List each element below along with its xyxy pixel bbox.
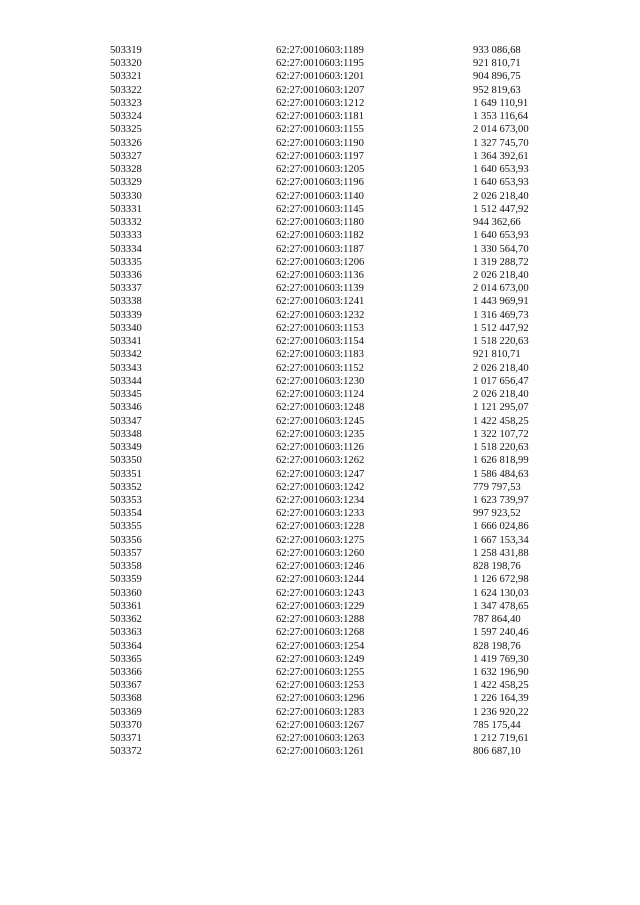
record-number-cell: 503347 <box>110 415 142 427</box>
table-row <box>110 348 593 361</box>
record-number-cell: 503323 <box>110 97 142 109</box>
table-row <box>110 481 593 494</box>
table-row <box>110 494 593 507</box>
record-number-cell: 503372 <box>110 746 142 758</box>
table-row <box>110 560 593 573</box>
record-number-cell: 503371 <box>110 733 142 745</box>
record-number-cell: 503319 <box>110 45 142 56</box>
record-number-cell: 503345 <box>110 389 142 401</box>
value-cell: 1 226 164,39 <box>473 693 529 705</box>
record-number-cell: 503336 <box>110 269 142 281</box>
table-row <box>110 163 593 176</box>
value-cell: 1 640 653,93 <box>473 164 529 176</box>
value-cell: 1 640 653,93 <box>473 230 529 242</box>
value-cell: 1 443 969,91 <box>473 296 529 308</box>
value-cell: 1 518 220,63 <box>473 442 529 454</box>
record-number-cell: 503369 <box>110 706 142 718</box>
value-cell: 1 322 107,72 <box>473 428 529 440</box>
cadastral-number-cell: 62:27:0010603:1260 <box>276 547 365 559</box>
cadastral-number-cell: 62:27:0010603:1233 <box>276 508 365 520</box>
value-cell: 952 819,63 <box>473 84 521 96</box>
table-row <box>110 454 593 467</box>
value-cell: 1 649 110,91 <box>473 97 529 109</box>
table-row <box>110 295 593 308</box>
record-number-cell: 503340 <box>110 322 142 334</box>
value-cell: 1 347 478,65 <box>473 600 529 612</box>
cadastral-number-cell: 62:27:0010603:1246 <box>276 561 365 573</box>
table-row <box>110 428 593 441</box>
cadastral-number-cell: 62:27:0010603:1206 <box>276 256 365 268</box>
table-row <box>110 666 593 679</box>
record-number-cell: 503337 <box>110 283 142 295</box>
cadastral-number-cell: 62:27:0010603:1205 <box>276 164 365 176</box>
value-cell: 1 330 564,70 <box>473 243 529 255</box>
value-cell: 921 810,71 <box>473 58 521 70</box>
record-number-cell: 503365 <box>110 653 142 665</box>
value-cell: 1 258 431,88 <box>473 547 529 559</box>
cadastral-number-cell: 62:27:0010603:1189 <box>276 45 364 56</box>
record-number-cell: 503361 <box>110 600 142 612</box>
cadastral-number-cell: 62:27:0010603:1136 <box>276 269 364 281</box>
record-number-cell: 503356 <box>110 534 142 546</box>
cadastral-number-cell: 62:27:0010603:1296 <box>276 693 365 705</box>
value-cell: 2 026 218,40 <box>473 190 529 202</box>
table-row <box>110 269 593 282</box>
record-number-cell: 503353 <box>110 494 142 506</box>
cadastral-number-cell: 62:27:0010603:1267 <box>276 719 365 731</box>
cadastral-number-cell: 62:27:0010603:1180 <box>276 217 364 229</box>
table-row <box>110 335 593 348</box>
table-row <box>110 243 593 256</box>
cadastral-number-cell: 62:27:0010603:1183 <box>276 349 364 361</box>
value-cell: 2 026 218,40 <box>473 269 529 281</box>
table-row <box>110 150 593 163</box>
record-number-cell: 503358 <box>110 561 142 573</box>
table-row <box>110 441 593 454</box>
table-row <box>110 229 593 242</box>
cadastral-number-cell: 62:27:0010603:1139 <box>276 283 364 295</box>
value-cell: 1 017 656,47 <box>473 375 529 387</box>
registry-table-body <box>110 44 593 759</box>
cadastral-number-cell: 62:27:0010603:1243 <box>276 587 365 599</box>
record-number-cell: 503320 <box>110 58 142 70</box>
cadastral-number-cell: 62:27:0010603:1261 <box>276 746 365 758</box>
value-cell: 1 212 719,61 <box>473 733 529 745</box>
cadastral-number-cell: 62:27:0010603:1242 <box>276 481 365 493</box>
value-cell: 1 316 469,73 <box>473 309 529 321</box>
table-row <box>110 692 593 705</box>
value-cell: 1 422 458,25 <box>473 680 529 692</box>
table-row <box>110 97 593 110</box>
record-number-cell: 503359 <box>110 574 142 586</box>
table-row <box>110 256 593 269</box>
value-cell: 1 419 769,30 <box>473 653 529 665</box>
cadastral-number-cell: 62:27:0010603:1232 <box>276 309 365 321</box>
cadastral-number-cell: 62:27:0010603:1182 <box>276 230 364 242</box>
table-row <box>110 520 593 533</box>
record-number-cell: 503354 <box>110 508 142 520</box>
cadastral-number-cell: 62:27:0010603:1197 <box>276 150 364 162</box>
table-row <box>110 468 593 481</box>
cadastral-number-cell: 62:27:0010603:1235 <box>276 428 365 440</box>
record-number-cell: 503360 <box>110 587 142 599</box>
record-number-cell: 503344 <box>110 375 142 387</box>
record-number-cell: 503362 <box>110 614 142 626</box>
cadastral-number-cell: 62:27:0010603:1154 <box>276 336 364 348</box>
cadastral-number-cell: 62:27:0010603:1126 <box>276 442 364 454</box>
record-number-cell: 503357 <box>110 547 142 559</box>
table-row <box>110 640 593 653</box>
cadastral-number-cell: 62:27:0010603:1241 <box>276 296 365 308</box>
value-cell: 1 597 240,46 <box>473 627 529 639</box>
record-number-cell: 503363 <box>110 627 142 639</box>
cadastral-number-cell: 62:27:0010603:1155 <box>276 124 364 136</box>
cadastral-number-cell: 62:27:0010603:1247 <box>276 468 365 480</box>
table-row <box>110 653 593 666</box>
table-row <box>110 123 593 136</box>
value-cell: 1 327 745,70 <box>473 137 529 149</box>
record-number-cell: 503370 <box>110 719 142 731</box>
table-row <box>110 216 593 229</box>
table-row <box>110 57 593 70</box>
record-number-cell: 503329 <box>110 177 142 189</box>
value-cell: 921 810,71 <box>473 349 521 361</box>
cadastral-number-cell: 62:27:0010603:1268 <box>276 627 365 639</box>
table-row <box>110 719 593 732</box>
table-row <box>110 70 593 83</box>
value-cell: 1 640 653,93 <box>473 177 529 189</box>
table-row <box>110 600 593 613</box>
record-number-cell: 503367 <box>110 680 142 692</box>
table-row <box>110 388 593 401</box>
record-number-cell: 503321 <box>110 71 142 83</box>
value-cell: 1 422 458,25 <box>473 415 529 427</box>
value-cell: 828 198,76 <box>473 640 521 652</box>
record-number-cell: 503342 <box>110 349 142 361</box>
record-number-cell: 503324 <box>110 111 142 123</box>
value-cell: 933 086,68 <box>473 45 521 56</box>
value-cell: 828 198,76 <box>473 561 521 573</box>
cadastral-number-cell: 62:27:0010603:1254 <box>276 640 365 652</box>
table-row <box>110 679 593 692</box>
table-row <box>110 84 593 97</box>
value-cell: 1 626 818,99 <box>473 455 529 467</box>
cadastral-number-cell: 62:27:0010603:1275 <box>276 534 365 546</box>
value-cell: 2 026 218,40 <box>473 389 529 401</box>
value-cell: 2 026 218,40 <box>473 362 529 374</box>
cadastral-number-cell: 62:27:0010603:1230 <box>276 375 365 387</box>
record-number-cell: 503332 <box>110 217 142 229</box>
record-number-cell: 503331 <box>110 203 142 215</box>
cadastral-number-cell: 62:27:0010603:1245 <box>276 415 365 427</box>
cadastral-number-cell: 62:27:0010603:1244 <box>276 574 365 586</box>
record-number-cell: 503341 <box>110 336 142 348</box>
table-row <box>110 190 593 203</box>
cadastral-number-cell: 62:27:0010603:1153 <box>276 322 364 334</box>
value-cell: 1 666 024,86 <box>473 521 529 533</box>
table-row <box>110 732 593 745</box>
cadastral-number-cell: 62:27:0010603:1228 <box>276 521 365 533</box>
value-cell: 1 364 392,61 <box>473 150 529 162</box>
table-row <box>110 573 593 586</box>
table-row <box>110 137 593 150</box>
cadastral-number-cell: 62:27:0010603:1255 <box>276 667 365 679</box>
record-number-cell: 503333 <box>110 230 142 242</box>
table-row <box>110 745 593 758</box>
record-number-cell: 503322 <box>110 84 142 96</box>
value-cell: 1 319 288,72 <box>473 256 529 268</box>
record-number-cell: 503338 <box>110 296 142 308</box>
value-cell: 1 624 130,03 <box>473 587 529 599</box>
cadastral-number-cell: 62:27:0010603:1253 <box>276 680 365 692</box>
record-number-cell: 503330 <box>110 190 142 202</box>
value-cell: 944 362,66 <box>473 217 521 229</box>
cadastral-number-cell: 62:27:0010603:1152 <box>276 362 364 374</box>
cadastral-number-cell: 62:27:0010603:1288 <box>276 614 365 626</box>
table-row <box>110 44 593 57</box>
cadastral-number-cell: 62:27:0010603:1234 <box>276 494 365 506</box>
value-cell: 1 126 672,98 <box>473 574 529 586</box>
cadastral-number-cell: 62:27:0010603:1249 <box>276 653 365 665</box>
value-cell: 1 586 484,63 <box>473 468 529 480</box>
record-number-cell: 503348 <box>110 428 142 440</box>
cadastral-number-cell: 62:27:0010603:1195 <box>276 58 364 70</box>
cadastral-number-cell: 62:27:0010603:1190 <box>276 137 364 149</box>
value-cell: 1 512 447,92 <box>473 322 529 334</box>
value-cell: 779 797,53 <box>473 481 521 493</box>
record-number-cell: 503327 <box>110 150 142 162</box>
cadastral-number-cell: 62:27:0010603:1124 <box>276 389 364 401</box>
record-number-cell: 503346 <box>110 402 142 414</box>
table-row <box>110 626 593 639</box>
table-row <box>110 706 593 719</box>
cadastral-number-cell: 62:27:0010603:1262 <box>276 455 365 467</box>
cadastral-number-cell: 62:27:0010603:1201 <box>276 71 365 83</box>
record-number-cell: 503364 <box>110 640 142 652</box>
table-row <box>110 534 593 547</box>
record-number-cell: 503326 <box>110 137 142 149</box>
table-row <box>110 401 593 414</box>
record-number-cell: 503351 <box>110 468 142 480</box>
value-cell: 1 518 220,63 <box>473 336 529 348</box>
value-cell: 1 236 920,22 <box>473 706 529 718</box>
value-cell: 806 687,10 <box>473 746 521 758</box>
table-row <box>110 613 593 626</box>
table-row <box>110 176 593 189</box>
table-row <box>110 203 593 216</box>
table-row <box>110 110 593 123</box>
cadastral-number-cell: 62:27:0010603:1212 <box>276 97 365 109</box>
table-row <box>110 362 593 375</box>
record-number-cell: 503339 <box>110 309 142 321</box>
value-cell: 997 923,52 <box>473 508 521 520</box>
record-number-cell: 503334 <box>110 243 142 255</box>
value-cell: 1 623 739,97 <box>473 494 529 506</box>
table-row <box>110 375 593 388</box>
cadastral-number-cell: 62:27:0010603:1145 <box>276 203 364 215</box>
value-cell: 1 353 116,64 <box>473 111 529 123</box>
record-number-cell: 503352 <box>110 481 142 493</box>
record-number-cell: 503366 <box>110 667 142 679</box>
cadastral-number-cell: 62:27:0010603:1248 <box>276 402 365 414</box>
table-row <box>110 309 593 322</box>
cadastral-number-cell: 62:27:0010603:1207 <box>276 84 365 96</box>
table-row <box>110 507 593 520</box>
value-cell: 1 512 447,92 <box>473 203 529 215</box>
record-number-cell: 503335 <box>110 256 142 268</box>
value-cell: 785 175,44 <box>473 719 521 731</box>
value-cell: 904 896,75 <box>473 71 521 83</box>
value-cell: 1 121 295,07 <box>473 402 529 414</box>
record-number-cell: 503349 <box>110 442 142 454</box>
record-number-cell: 503368 <box>110 693 142 705</box>
cadastral-number-cell: 62:27:0010603:1140 <box>276 190 364 202</box>
record-number-cell: 503343 <box>110 362 142 374</box>
cadastral-number-cell: 62:27:0010603:1187 <box>276 243 364 255</box>
record-number-cell: 503355 <box>110 521 142 533</box>
cadastral-number-cell: 62:27:0010603:1283 <box>276 706 365 718</box>
table-row <box>110 415 593 428</box>
registry-table <box>110 44 593 759</box>
record-number-cell: 503350 <box>110 455 142 467</box>
value-cell: 2 014 673,00 <box>473 283 529 295</box>
cadastral-number-cell: 62:27:0010603:1181 <box>276 111 364 123</box>
value-cell: 2 014 673,00 <box>473 124 529 136</box>
value-cell: 1 667 153,34 <box>473 534 529 546</box>
cadastral-number-cell: 62:27:0010603:1263 <box>276 733 365 745</box>
value-cell: 1 632 196,90 <box>473 667 529 679</box>
cadastral-number-cell: 62:27:0010603:1196 <box>276 177 364 189</box>
table-row <box>110 587 593 600</box>
record-number-cell: 503325 <box>110 124 142 136</box>
cadastral-number-cell: 62:27:0010603:1229 <box>276 600 365 612</box>
table-row <box>110 322 593 335</box>
table-row <box>110 547 593 560</box>
record-number-cell: 503328 <box>110 164 142 176</box>
value-cell: 787 864,40 <box>473 614 521 626</box>
table-row <box>110 282 593 295</box>
